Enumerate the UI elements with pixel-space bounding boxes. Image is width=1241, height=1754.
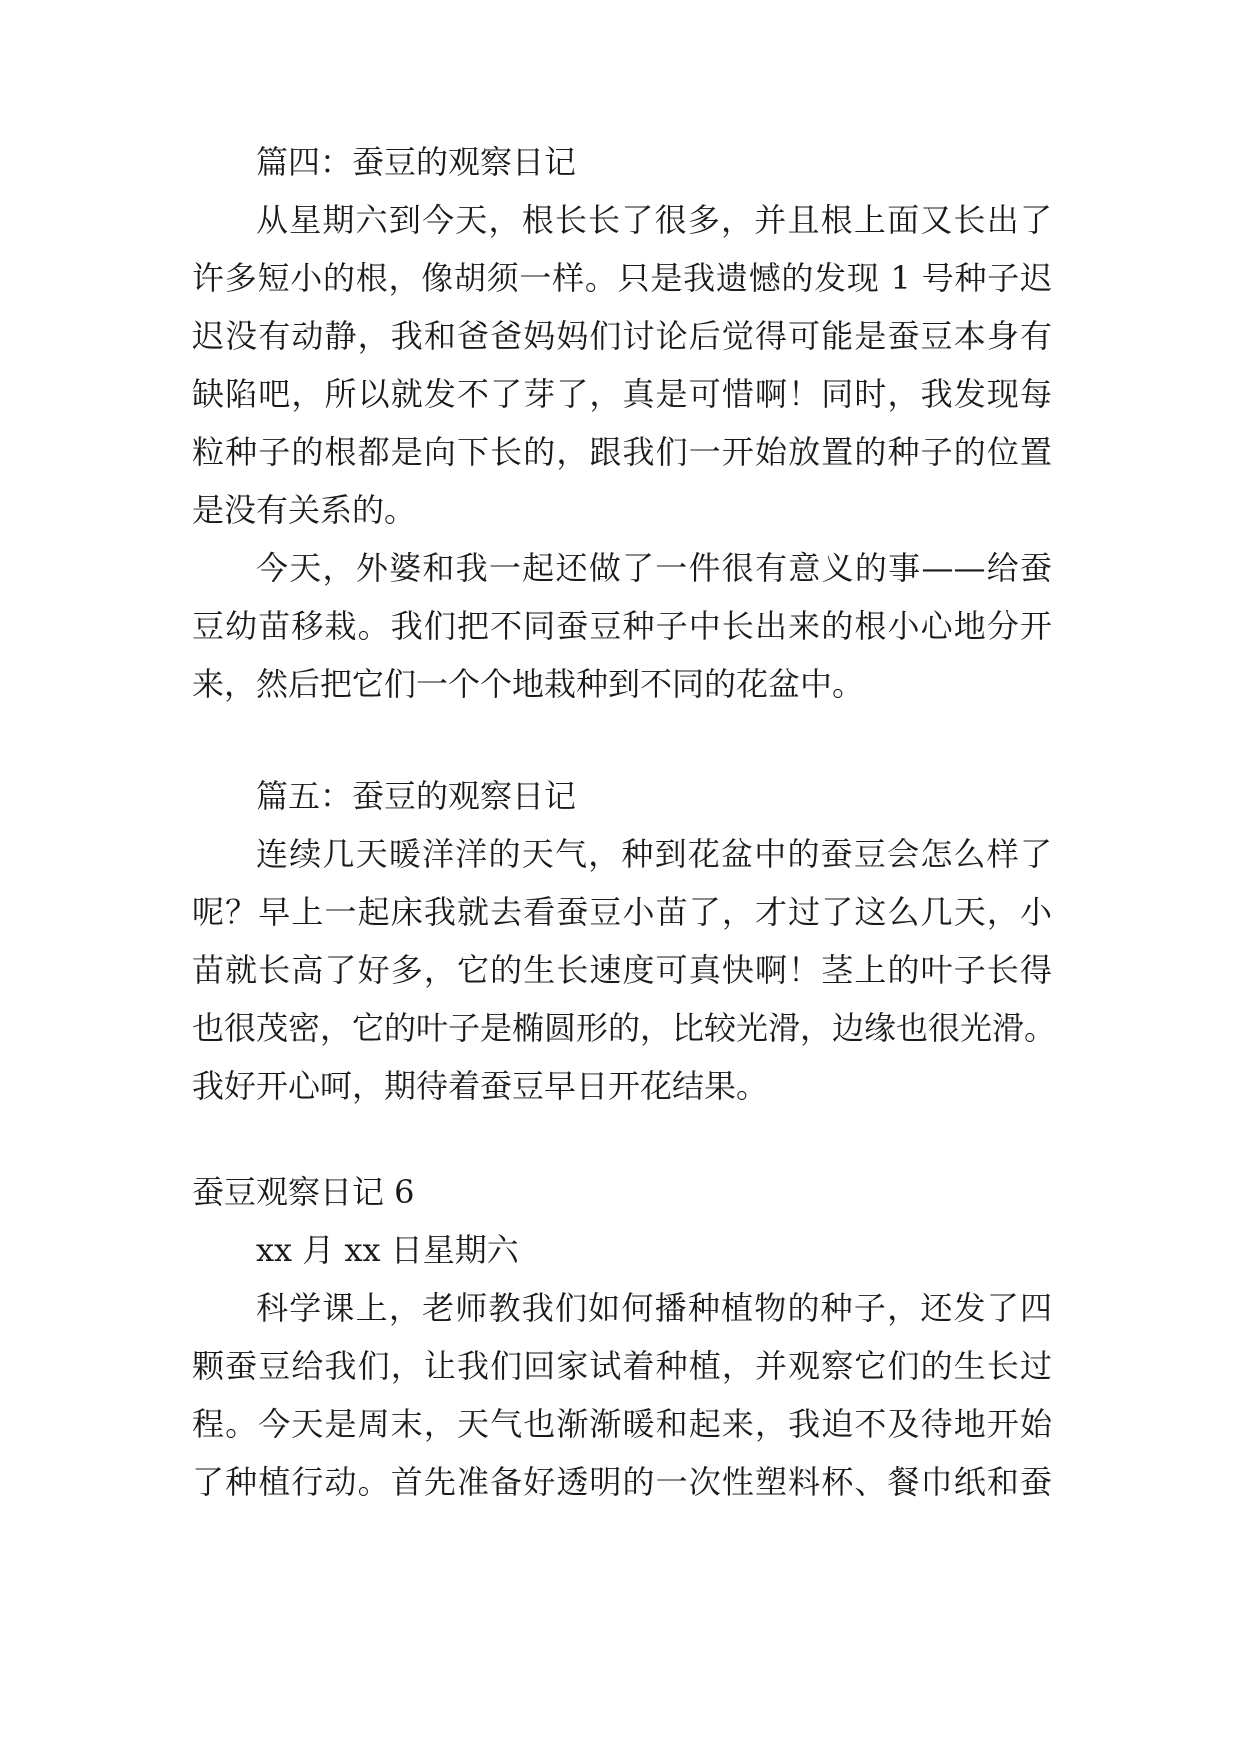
paragraph-line: 连续几天暖洋洋的天气，种到花盆中的蚕豆会怎么样了: [256, 835, 1052, 873]
paragraph-line: 科学课上，老师教我们如何播种植物的种子，还发了四: [256, 1289, 1052, 1327]
paragraph-line: 豆幼苗移栽。我们把不同蚕豆种子中长出来的根小心地分开: [192, 607, 1052, 645]
paragraph-line: 程。今天是周末，天气也渐渐暖和起来，我迫不及待地开始: [192, 1405, 1052, 1443]
paragraph-line: 我好开心呵，期待着蚕豆早日开花结果。: [192, 1067, 769, 1105]
paragraph-line: 缺陷吧，所以就发不了芽了，真是可惜啊！同时，我发现每: [192, 375, 1052, 413]
paragraph-line: 苗就长高了好多，它的生长速度可真快啊！茎上的叶子长得: [192, 951, 1052, 989]
paragraph-line: 从星期六到今天，根长长了很多，并且根上面又长出了: [256, 201, 1052, 239]
paragraph-line: 呢？早上一起床我就去看蚕豆小苗了，才过了这么几天，小: [192, 893, 1052, 931]
paragraph-line: 粒种子的根都是向下长的，跟我们一开始放置的种子的位置: [192, 433, 1052, 471]
section-title: 篇四：蚕豆的观察日记: [256, 143, 577, 181]
paragraph-line: 也很茂密，它的叶子是椭圆形的，比较光滑，边缘也很光滑。: [192, 1009, 1057, 1047]
paragraph-line: 是没有关系的。: [192, 491, 417, 529]
paragraph-line: 许多短小的根，像胡须一样。只是我遗憾的发现 1 号种子迟: [192, 259, 1052, 297]
article-heading: 蚕豆观察日记 6: [192, 1173, 415, 1211]
paragraph-line: 今天，外婆和我一起还做了一件很有意义的事——给蚕: [256, 549, 1052, 587]
section-title: 篇五：蚕豆的观察日记: [256, 777, 577, 815]
entry-date: xx 月 xx 日星期六: [256, 1231, 519, 1269]
paragraph-line: 了种植行动。首先准备好透明的一次性塑料杯、餐巾纸和蚕: [192, 1463, 1052, 1501]
paragraph-line: 来，然后把它们一个个地栽种到不同的花盆中。: [192, 665, 865, 703]
paragraph-line: 迟没有动静，我和爸爸妈妈们讨论后觉得可能是蚕豆本身有: [192, 317, 1052, 355]
paragraph-line: 颗蚕豆给我们，让我们回家试着种植，并观察它们的生长过: [192, 1347, 1052, 1385]
